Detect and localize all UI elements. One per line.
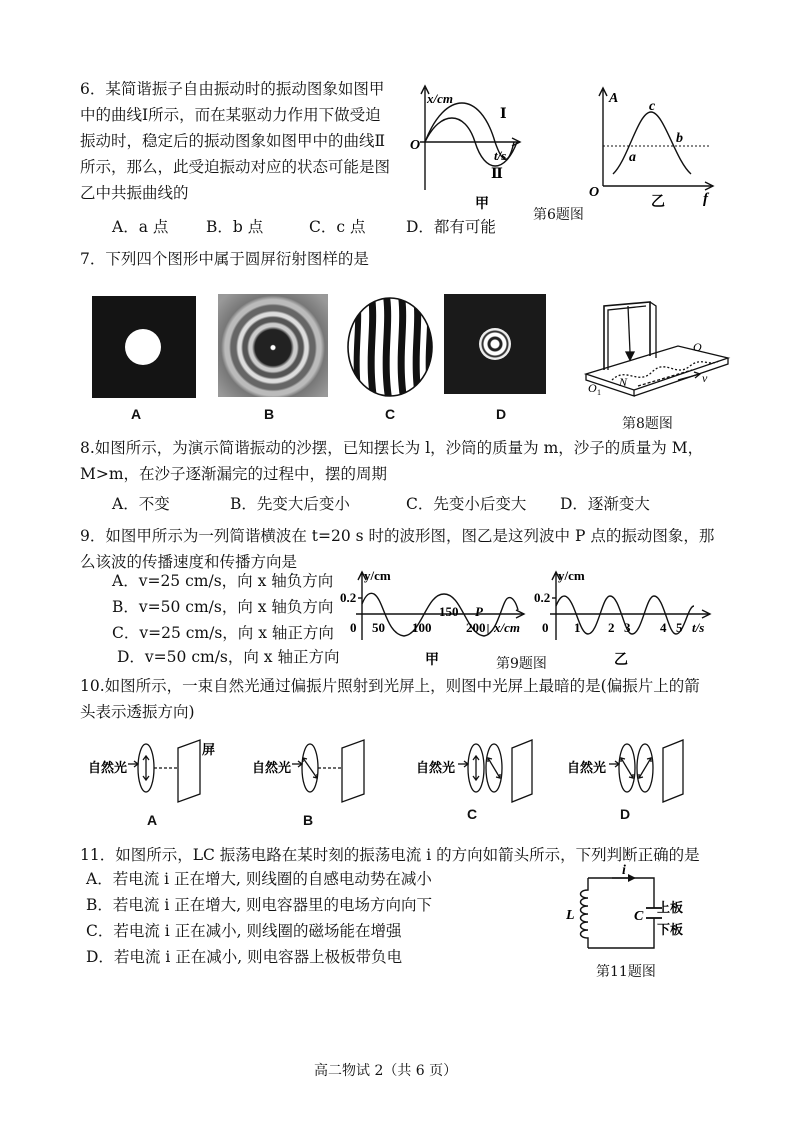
q8-option-b[interactable]: B．先变大后变小 xyxy=(230,495,350,513)
q9-option-d[interactable]: D．v=50 cm/s，向 x 轴正方向 xyxy=(117,648,340,666)
frame xyxy=(604,302,650,370)
i-label: i xyxy=(622,864,626,878)
x-axis-label: t/s xyxy=(692,620,705,635)
q9-options-abc xyxy=(112,568,334,646)
natural-light-label: 自然光 xyxy=(252,760,292,775)
string xyxy=(628,306,630,352)
wire-bottom xyxy=(588,918,654,948)
page-footer: 高二物试 2（共 6 页） xyxy=(314,1063,458,1079)
q6-options xyxy=(112,214,496,240)
c-label: C xyxy=(634,909,644,924)
inductor-coil xyxy=(581,878,589,948)
natural-light-label: 自然光 xyxy=(416,760,456,775)
q8-option-a[interactable]: A．不变 xyxy=(112,495,170,513)
fig-caption: 乙 xyxy=(614,653,628,668)
fig-caption: 乙 xyxy=(651,195,665,210)
screen xyxy=(512,740,532,802)
q10-setup-d xyxy=(565,736,695,816)
fig-caption: 甲 xyxy=(425,653,439,668)
q6-line: 所示，那么，此受迫振动对应的状态可能是图 xyxy=(80,158,391,176)
q6-figure-jia xyxy=(390,80,550,215)
q10-label-b: B xyxy=(303,812,314,828)
q10-label-d: D xyxy=(620,806,631,822)
curve-1-label: Ⅰ xyxy=(500,107,507,122)
label-o1: O xyxy=(588,381,597,395)
q8-option-c[interactable]: C．先变小后变大 xyxy=(406,495,527,513)
q11-fig-caption: 第11题图 xyxy=(596,964,656,980)
amp-label: 0.2 xyxy=(340,590,357,605)
natural-light-label: 自然光 xyxy=(567,760,607,775)
label-n: N xyxy=(619,375,628,389)
q7-label-c: C xyxy=(385,406,396,422)
q6-line: 乙中共振曲线的 xyxy=(80,184,189,202)
fig8-caption: 第8题图 xyxy=(622,416,673,432)
q10-setup-a xyxy=(84,736,234,816)
q9-fig-caption: 第9题图 xyxy=(496,656,547,672)
origin-label: 0 xyxy=(350,620,357,635)
wire-top xyxy=(588,878,654,908)
screen xyxy=(663,740,683,802)
fig-caption: 甲 xyxy=(475,197,489,212)
q7-label-d: D xyxy=(496,406,507,422)
q10-setup-b xyxy=(248,736,378,816)
q6-line: 中的曲线Ⅰ所示，而在某驱动力作用下做受迫 xyxy=(80,106,381,124)
q6-option-b[interactable]: B．b 点 xyxy=(206,218,264,236)
q6-option-c[interactable]: C．c 点 xyxy=(309,218,366,236)
pattern-b xyxy=(218,294,328,397)
sand-funnel xyxy=(626,352,634,360)
tick-5: 5 xyxy=(676,620,683,635)
q6-option-d[interactable]: D．都有可能 xyxy=(406,218,496,236)
x-axis-label: t/s xyxy=(494,148,507,163)
q11-option-a[interactable]: A．若电流 i 正在增大, 则线圈的自感电动势在减小 xyxy=(86,870,432,888)
amp-label: 0.2 xyxy=(534,590,551,605)
tick-3: 3 xyxy=(624,620,631,635)
natural-light-label: 自然光 xyxy=(88,760,128,775)
white-disk xyxy=(125,329,161,365)
x-axis-label: f xyxy=(703,191,708,207)
y-axis-label: x/cm xyxy=(427,91,453,106)
y-axis-label: y/cm xyxy=(558,568,585,583)
q9-figure-yi xyxy=(532,566,718,670)
l-label: L xyxy=(566,908,575,923)
q8-line: M>m，在沙子逐渐漏完的过程中，摆的周期 xyxy=(80,465,388,483)
x-axis-label: x/cm xyxy=(494,620,520,635)
pattern-a xyxy=(92,296,196,398)
current-arrow xyxy=(628,874,636,882)
q8-stem xyxy=(80,435,703,487)
q6-line: 6．某简谐振子自由振动时的振动图象如图甲 xyxy=(80,80,385,98)
ring-pattern xyxy=(479,328,511,360)
label-o1-sub: 1 xyxy=(597,388,601,397)
y-axis-label: y/cm xyxy=(364,568,391,583)
point-b-label: b xyxy=(676,131,683,146)
q8-options xyxy=(112,491,650,517)
top-plate-label: 上板 xyxy=(657,900,684,915)
tick-150: 150 xyxy=(439,604,459,619)
pattern-c xyxy=(346,296,434,398)
fig8-sand-pendulum xyxy=(582,296,732,408)
p-label: P xyxy=(475,604,483,619)
q11-options xyxy=(86,866,432,970)
tick-200: 200 xyxy=(466,620,486,635)
tick-100: 100 xyxy=(412,620,432,635)
q6-figure-yi xyxy=(583,82,723,212)
q9-line: 9．如图甲所示为一列简谐横波在 t=20 s 时的波形图，图乙是这列波中 P 点的振动图象，那 xyxy=(80,527,715,545)
point-c-label: c xyxy=(649,99,656,114)
q9-option-a[interactable]: A．v=25 cm/s，向 x 轴负方向 xyxy=(112,572,334,590)
screen xyxy=(178,740,200,802)
point-a-label: a xyxy=(629,150,636,165)
label-o: O xyxy=(693,340,702,354)
q9-line: 么该波的传播速度和传播方向是 xyxy=(80,553,298,571)
origin-label: 0 xyxy=(542,620,549,635)
q10-line: 10.如图所示，一束自然光通过偏振片照射到光屏上，则图中光屏上最暗的是(偏振片上的箭 xyxy=(80,677,700,695)
label-v: v xyxy=(702,371,708,385)
curve-2-label: Ⅱ xyxy=(491,167,503,182)
tick-4: 4 xyxy=(660,620,667,635)
bottom-plate-label: 下板 xyxy=(657,922,684,937)
pattern-d xyxy=(444,294,546,394)
q11-option-b[interactable]: B．若电流 i 正在增大, 则电容器里的电场方向向下 xyxy=(86,896,433,914)
q8-option-d[interactable]: D．逐渐变大 xyxy=(560,495,650,513)
q10-setup-c xyxy=(414,736,544,816)
q10-stem xyxy=(80,673,700,725)
q10-label-c: C xyxy=(467,806,478,822)
q6-fig-caption: 第6题图 xyxy=(533,207,584,223)
screen-label: 屏 xyxy=(202,742,216,757)
q11-option-c[interactable]: C．若电流 i 正在减小, 则线圈的磁场能在增强 xyxy=(86,922,402,940)
q11-option-d[interactable]: D．若电流 i 正在减小, 则电容器上极板带负电 xyxy=(86,948,403,966)
origin-label: O xyxy=(410,138,421,153)
q7-label-b: B xyxy=(264,406,275,422)
q9-option-c[interactable]: C．v=25 cm/s，向 x 轴正方向 xyxy=(112,624,334,642)
tick-2: 2 xyxy=(608,620,615,635)
y-axis-label: A xyxy=(609,91,619,106)
q7-stem: 7．下列四个图形中属于圆屏衍射图样的是 xyxy=(80,250,369,268)
q8-line: 8.如图所示，为演示简谐振动的沙摆，已知摆长为 l，沙筒的质量为 m，沙子的质量为 M， xyxy=(80,439,704,457)
q7-label-a: A xyxy=(131,406,142,422)
q10-label-a: A xyxy=(147,812,158,828)
q6-option-a[interactable]: A．a 点 xyxy=(112,218,169,236)
q11-stem: 11．如图所示，LC 振荡电路在某时刻的振荡电流 i 的方向如箭头所示，下列判断正确的是 xyxy=(80,846,700,864)
q9-option-b[interactable]: B．v=50 cm/s，向 x 轴负方向 xyxy=(112,598,334,616)
q11-lc-circuit xyxy=(566,864,706,958)
tick-1: 1 xyxy=(574,620,581,635)
origin-label: O xyxy=(589,185,600,200)
tick-50: 50 xyxy=(372,620,385,635)
screen xyxy=(342,740,364,802)
q6-stem xyxy=(80,76,390,206)
q10-line: 头表示透振方向) xyxy=(80,703,195,721)
q6-line: 振动时，稳定后的振动图象如图甲中的曲线Ⅱ xyxy=(80,132,386,150)
